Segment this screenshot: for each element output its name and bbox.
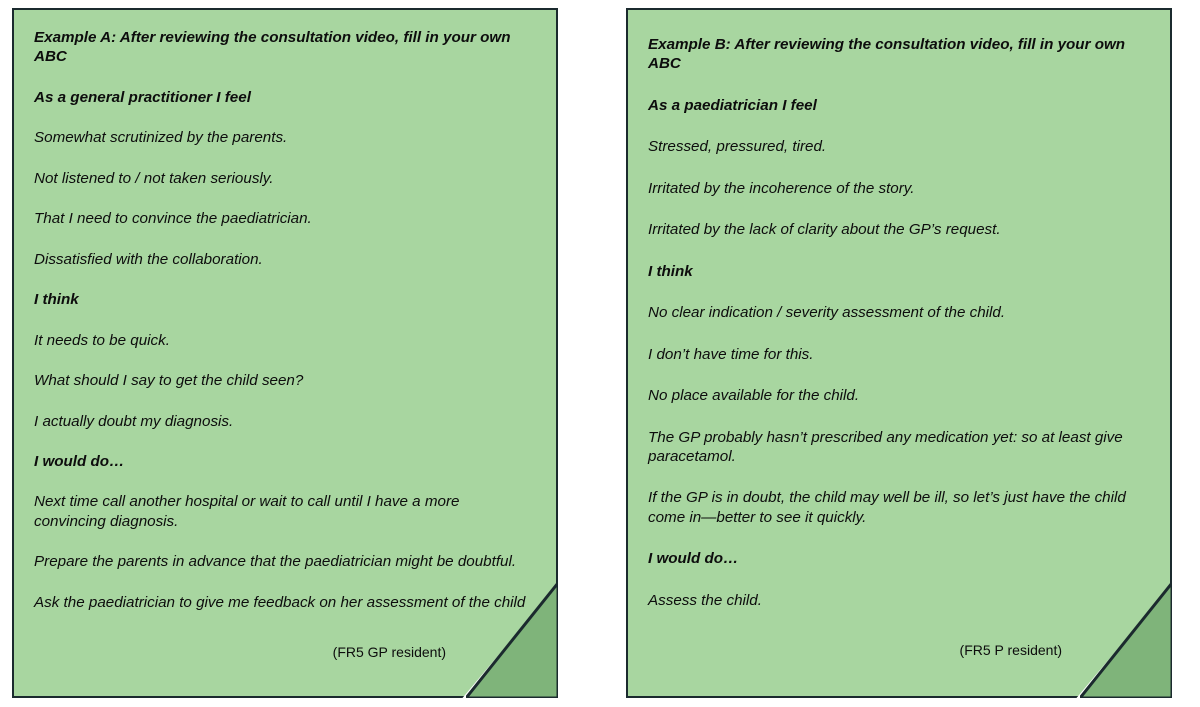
- example-a-line-8: I actually doubt my diagnosis.: [34, 412, 234, 430]
- example-b-line-8: The GP probably hasn’t prescribed any medication yet: so at least give paracetamol.: [648, 428, 1123, 465]
- example-a-line-12: Ask the paediatrician to give me feedback on her assessment of the child: [34, 593, 526, 611]
- example-a-line-2: Not listened to / not taken seriously.: [34, 169, 274, 187]
- example-a-line-9: I would do…: [34, 452, 125, 470]
- example-b-heading: Example B: After reviewing the consultation video, fill in your own ABC: [648, 36, 1126, 73]
- example-b-line-6: I don’t have time for this.: [648, 345, 814, 363]
- example-a-line-6: It needs to be quick.: [34, 331, 170, 349]
- example-b-line-0: As a paediatrician I feel: [648, 96, 817, 114]
- example-a-line-5: I think: [34, 291, 79, 309]
- example-b-line-3: Irritated by the lack of clarity about the GP’s request.: [648, 221, 1001, 239]
- example-b-line-10: I would do…: [648, 550, 739, 568]
- example-a-line-7: What should I say to get the child seen?: [34, 372, 304, 390]
- example-a-line-3: That I need to convince the paediatrician.: [34, 210, 312, 228]
- example-a-line-0: As a general practitioner I feel: [34, 88, 251, 106]
- example-b-line-7: No place available for the child.: [648, 387, 860, 405]
- example-a-line-1: Somewhat scrutinized by the parents.: [34, 129, 288, 147]
- example-b-line-9: If the GP is in doubt, the child may well be ill, so let’s just have the child come in—better to see it quickly.: [648, 489, 1126, 526]
- example-b-content: [626, 8, 1172, 698]
- example-a-line-11: Prepare the parents in advance that the paediatrician might be doubtful.: [34, 553, 517, 571]
- example-b-attribution: (FR5 P resident): [959, 642, 1062, 658]
- example-b-line-4: I think: [648, 262, 693, 280]
- example-a-line-10: Next time call another hospital or wait to call until I have a more convincing diagnosis.: [34, 493, 460, 530]
- example-b-line-2: Irritated by the incoherence of the story.: [648, 179, 915, 197]
- example-b-line-11: Assess the child.: [648, 591, 762, 609]
- example-card-b: [626, 8, 1172, 698]
- example-a-heading: Example A: After reviewing the consultation video, fill in your own ABC: [34, 29, 511, 66]
- example-a-content: [12, 8, 558, 698]
- example-b-line-1: Stressed, pressured, tired.: [648, 138, 827, 156]
- example-a-line-4: Dissatisfied with the collaboration.: [34, 250, 263, 268]
- example-card-a: [12, 8, 558, 698]
- example-b-line-5: No clear indication / severity assessment of the child.: [648, 304, 1006, 322]
- example-a-attribution: (FR5 GP resident): [332, 644, 446, 660]
